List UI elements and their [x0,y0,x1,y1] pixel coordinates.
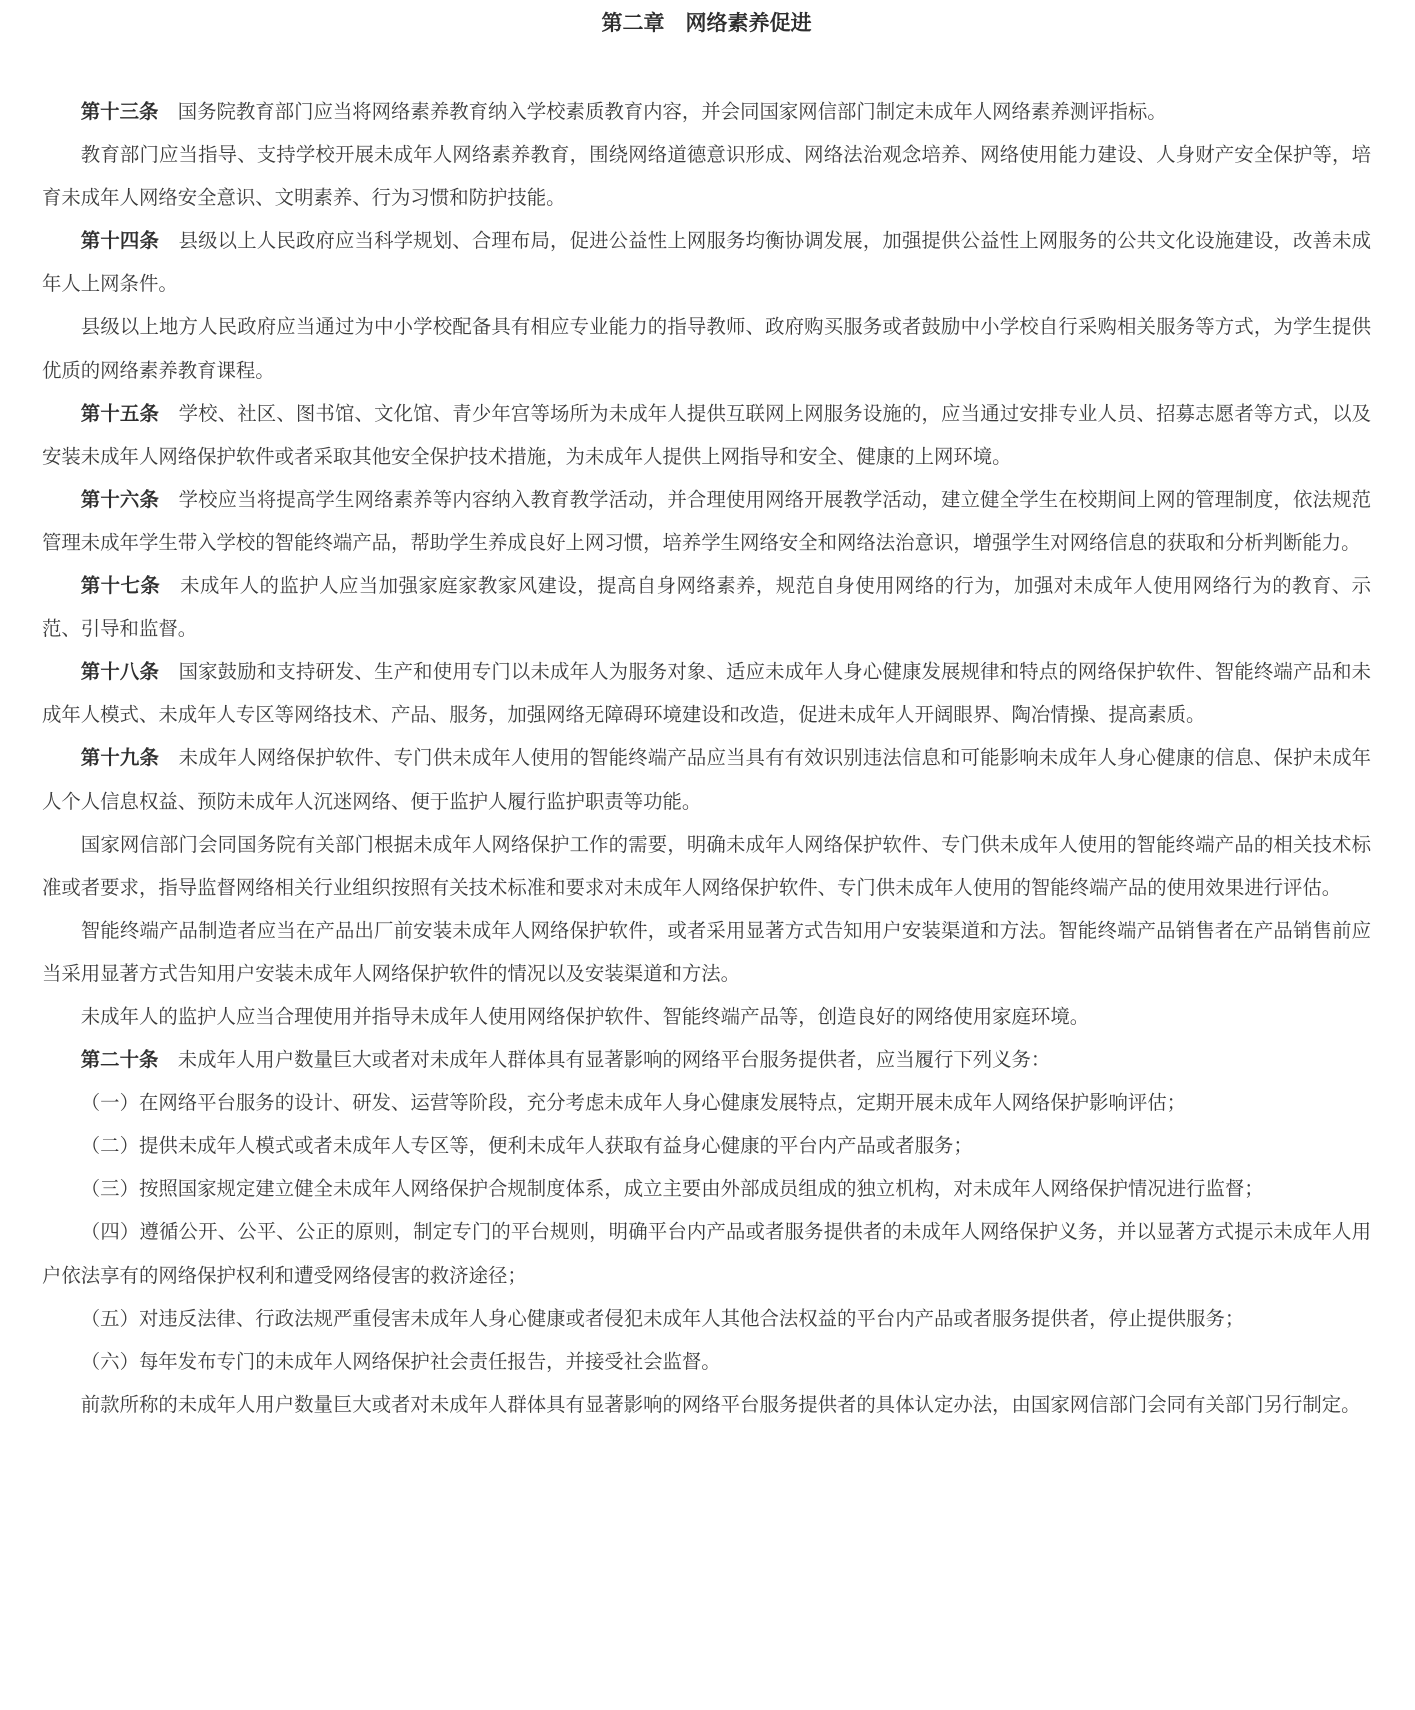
body-paragraph [42,1297,1371,1340]
body-paragraph [42,995,1371,1038]
article-number: 第十八条 [80,660,160,684]
paragraph-text: 未成年人网络保护软件、专门供未成年人使用的智能终端产品应当具有有效识别违法信息和可能影响未成年人身心健康的信息、保护未成年人个人信息权益、预防未成年人沉迷网络、便于监护人履行监护职责等功能。 [42,746,1372,813]
body-paragraph [42,823,1371,909]
paragraph-text: （六）每年发布专门的未成年人网络保护社会责任报告，并接受社会监督。 [80,1349,721,1373]
body-paragraph [42,1210,1371,1296]
body-paragraph [42,1383,1371,1426]
body-paragraph [42,133,1371,219]
paragraph-text: 国务院教育部门应当将网络素养教育纳入学校素质教育内容，并会同国家网信部门制定未成年人网络素养测评指标。 [177,100,1167,123]
body-paragraph [42,1081,1371,1124]
body-paragraph [42,909,1371,995]
article-paragraph [42,219,1371,305]
body-paragraph [42,1340,1371,1383]
article-number: 第十七条 [80,574,161,598]
article-paragraph [42,478,1371,564]
paragraph-text: （四）遵循公开、公平、公正的原则，制定专门的平台规则，明确平台内产品或者服务提供者的未成年人网络保护义务，并以显著方式提示未成年人用户依法享有的网络保护权利和遭受网络侵害的救济途径； [42,1220,1371,1287]
paragraph-text: 未成年人的监护人应当合理使用并指导未成年人使用网络保护软件、智能终端产品等，创造良好的网络使用家庭环境。 [80,1004,1090,1028]
paragraph-text: 前款所称的未成年人用户数量巨大或者对未成年人群体具有显著影响的网络平台服务提供者的具体认定办法，由国家网信部门会同有关部门另行制定。 [80,1392,1361,1416]
paragraph-text: 国家网信部门会同国务院有关部门根据未成年人网络保护工作的需要，明确未成年人网络保护软件、专门供未成年人使用的智能终端产品的相关技术标准或者要求，指导监督网络相关行业组织按照有关技术标准和要求对未成年人网络保护软件、专门供未成年人使用的智能终端产品的使用效果进行评估。 [42,832,1371,899]
article-paragraph [42,90,1371,133]
paragraph-text: 县级以上人民政府应当科学规划、合理布局，促进公益性上网服务均衡协调发展，加强提供公益性上网服务的公共文化设施建设，改善未成年人上网条件。 [42,229,1372,296]
article-number: 第十三条 [80,100,159,123]
paragraph-text: （五）对违反法律、行政法规严重侵害未成年人身心健康或者侵犯未成年人其他合法权益的平台内产品或者服务提供者，停止提供服务； [80,1306,1245,1330]
article-number: 第十四条 [80,229,160,253]
article-paragraph [42,564,1371,650]
chapter-title: 第二章 网络素养促进 [601,10,812,35]
paragraph-text: 教育部门应当指导、支持学校开展未成年人网络素养教育，围绕网络道德意识形成、网络法治观念培养、网络使用能力建设、人身财产安全保护等，培育未成年人网络安全意识、文明素养、行为习惯和防护技能。 [42,143,1371,210]
paragraph-text: （三）按照国家规定建立健全未成年人网络保护合规制度体系，成立主要由外部成员组成的独立机构，对未成年人网络保护情况进行监督； [80,1177,1264,1201]
article-paragraph [42,1038,1371,1081]
paragraph-text: 县级以上地方人民政府应当通过为中小学校配备具有相应专业能力的指导教师、政府购买服务或者鼓励中小学校自行采购相关服务等方式，为学生提供优质的网络素养教育课程。 [42,315,1371,382]
article-paragraph [42,650,1371,736]
body-paragraph [42,305,1371,391]
body-paragraph [42,1124,1371,1167]
paragraph-text: 未成年人用户数量巨大或者对未成年人群体具有显著影响的网络平台服务提供者，应当履行下列义务： [177,1048,1051,1072]
paragraph-text: 未成年人的监护人应当加强家庭家教家风建设，提高自身网络素养，规范自身使用网络的行为，加强对未成年人使用网络行为的教育、示范、引导和监督。 [42,574,1372,641]
paragraph-text: 学校、社区、图书馆、文化馆、青少年宫等场所为未成年人提供互联网上网服务设施的，应当通过安排专业人员、招募志愿者等方式，以及安装未成年人网络保护软件或者采取其他安全保护技术措施，为未成年人提供上网指导和安全、健康的上网环境。 [42,401,1372,468]
article-paragraph [42,736,1371,822]
paragraph-text: （一）在网络平台服务的设计、研发、运营等阶段，充分考虑未成年人身心健康发展特点，定期开展未成年人网络保护影响评估； [80,1091,1187,1115]
paragraph-text: （二）提供未成年人模式或者未成年人专区等，便利未成年人获取有益身心健康的平台内产品或者服务； [80,1134,973,1158]
article-number: 第二十条 [80,1048,159,1072]
article-number: 第十五条 [80,401,160,425]
article-number: 第十九条 [80,746,160,770]
paragraph-text: 国家鼓励和支持研发、生产和使用专门以未成年人为服务对象、适应未成年人身心健康发展规律和特点的网络保护软件、智能终端产品和未成年人模式、未成年人专区等网络技术、产品、服务，加强网络无障碍环境建设和改造，促进未成年人开阔眼界、陶冶情操、提高素质。 [42,660,1372,727]
article-number: 第十六条 [80,487,160,511]
paragraph-text: 学校应当将提高学生网络素养等内容纳入教育教学活动，并合理使用网络开展教学活动，建立健全学生在校期间上网的管理制度，依法规范管理未成年学生带入学校的智能终端产品，帮助学生养成良好上网习惯，培养学生网络安全和网络法治意识，增强学生对网络信息的获取和分析判断能力。 [42,487,1372,554]
paragraph-text: 智能终端产品制造者应当在产品出厂前安装未成年人网络保护软件，或者采用显著方式告知用户安装渠道和方法。智能终端产品销售者在产品销售前应当采用显著方式告知用户安装未成年人网络保护软件的情况以及安装渠道和方法。 [42,918,1371,985]
article-paragraph [42,392,1371,478]
document-body [42,90,1371,1426]
body-paragraph [42,1167,1371,1210]
